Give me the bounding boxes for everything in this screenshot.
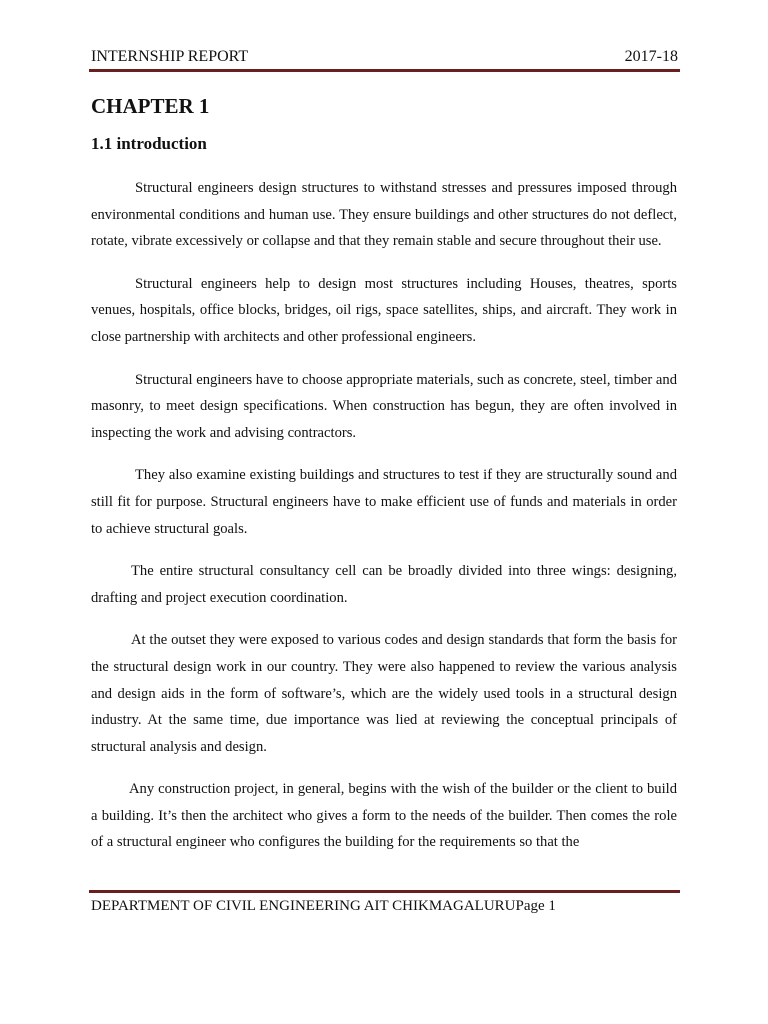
page-footer: DEPARTMENT OF CIVIL ENGINEERING AIT CHIKMAGALURUPage 1	[91, 898, 556, 914]
paragraph: Structural engineers have to choose appropriate materials, such as concrete, steel, timber and masonry, to meet design specifications. When construction has begun, they are often involved in inspecting the work and advising contractors.	[91, 371, 677, 441]
paragraph: Any construction project, in general, begins with the wish of the builder or the client to build a building. It’s then the architect who gives a form to the needs of the builder. Then comes the role of a structural engineer who configures the building for the requirements so that the	[91, 781, 677, 851]
footer-rule	[89, 890, 680, 893]
section-heading: 1.1 introduction	[91, 134, 207, 153]
body-text	[91, 175, 677, 856]
page-header	[91, 46, 678, 68]
paragraph: They also examine existing buildings and structures to test if they are structurally sound and still fit for purpose. Structural engineers have to make efficient use of funds and materials in order to achieve structural goals.	[91, 467, 677, 537]
chapter-heading: CHAPTER 1	[91, 94, 210, 118]
paragraph: The entire structural consultancy cell can be broadly divided into three wings: designing, drafting and project execution coordination.	[91, 563, 677, 606]
header-title: INTERNSHIP REPORT	[91, 48, 249, 65]
paragraph: At the outset they were exposed to various codes and design standards that form the basis for the structural design work in our country. They were also happened to review the various analysis and design aids in the form of software’s, which are the widely used tools in a structural design industry. At the same time, due importance was lied at reviewing the conceptual principals of structural analysis and design.	[91, 632, 677, 755]
paragraph: Structural engineers help to design most structures including Houses, theatres, sports venues, hospitals, office blocks, bridges, oil rigs, space satellites, ships, and aircraft. They work in close partnership with architects and other professional engineers.	[91, 275, 677, 345]
header-rule	[89, 69, 680, 72]
header-year: 2017-18	[624, 48, 678, 65]
paragraph: Structural engineers design structures to withstand stresses and pressures imposed through environmental conditions and human use. They ensure buildings and other structures do not deflect, rotate, vibrate excessively or collapse and that they remain stable and secure throughout their use.	[91, 180, 677, 250]
